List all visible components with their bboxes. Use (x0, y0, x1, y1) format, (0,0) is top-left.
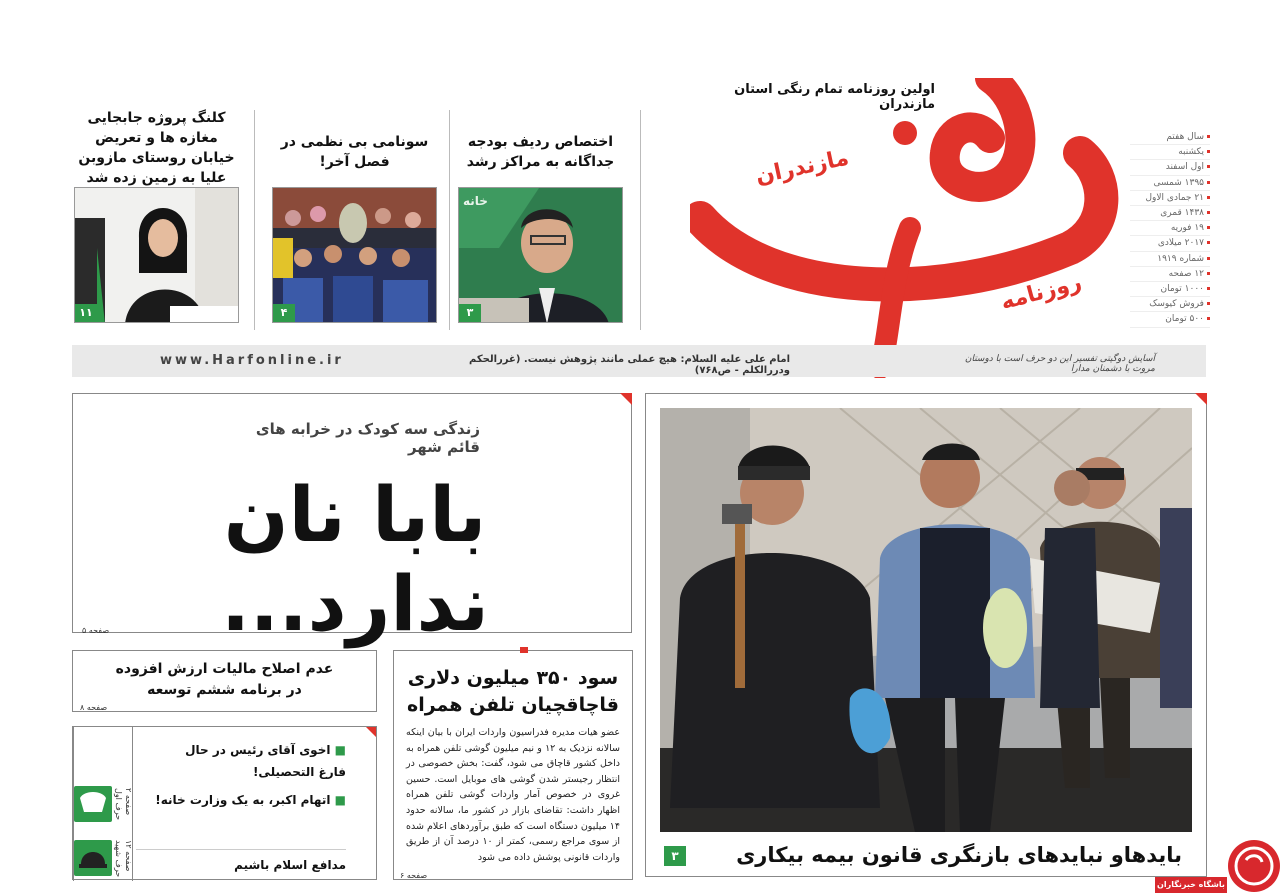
info-line: فروش کیوسک (1130, 297, 1210, 312)
info-line: ۱۹ فوریه (1130, 221, 1210, 236)
short-news-list (136, 739, 346, 811)
mask-icon (74, 786, 112, 822)
tax-story-line2: در برنامه ششم توسعه (147, 682, 302, 698)
info-line: ۱۴۳۸ قمری (1130, 206, 1210, 221)
tax-story-box[interactable] (72, 650, 377, 712)
page-badge: ۳ (664, 846, 686, 866)
info-line: ۱۰۰۰ تومان (1130, 282, 1210, 297)
workers-photo[interactable] (660, 408, 1192, 832)
teaser-title-road[interactable]: کلنگ پروژه جابجایی مغازه ها و تعریض خیابان روستای مازوبن علیا به زمین زده شد (78, 110, 235, 186)
column-title-line1: سود ۳۵۰ میلیون دلاری (407, 667, 619, 689)
list-item-bottom[interactable]: مدافع اسلام باشیم (136, 849, 346, 876)
info-line: یکشنبه (1130, 145, 1210, 160)
agency-label: باشگاه خبرنگاران (1155, 877, 1227, 893)
info-line: ۵۰۰ تومان (1130, 312, 1210, 327)
page-ref: صفحه ۵ (82, 626, 110, 635)
main-headline[interactable]: بابا نان ندارد... (221, 470, 489, 648)
side-page-first: صفحه ۲ (124, 788, 133, 816)
unemployed-workers-image (660, 408, 1192, 832)
divider (449, 110, 450, 330)
side-label-first: حرف اول (114, 788, 123, 821)
column-title-line2: قاچاقچیان تلفن همراه (407, 694, 619, 716)
image-sign-text: خانه (463, 194, 488, 208)
team-celebration-image (273, 188, 437, 323)
red-mark (520, 647, 528, 653)
page-ref: صفحه ۶ (400, 871, 428, 880)
info-line: ۲۱ جمادی الاول (1130, 191, 1210, 206)
website-url[interactable]: www.Harfonline.ir (160, 353, 344, 368)
red-corner-mark (620, 393, 632, 405)
side-page-martyr: صفحه ۱۲ (124, 840, 133, 872)
divider (254, 110, 255, 330)
logo-prefix: روزنامه (998, 269, 1085, 316)
teaser-image-road[interactable] (74, 187, 239, 323)
newspaper-motto: آسایش دوگیتی تفسیر این دو حرف است با دوستان مروت با دشمنان مدارا (964, 354, 1155, 374)
info-line: ۲۰۱۷ میلادی (1130, 236, 1210, 251)
list-item[interactable]: ■ اخوی آقای رئیس در حال (185, 743, 346, 757)
info-line: ۱۲ صفحه (1130, 267, 1210, 282)
teaser-title-sport[interactable]: سونامی بی نظمی در فصل آخر! (280, 134, 429, 170)
column-body: عضو هیات مدیره فدراسیون واردات ایران با بیان اینکه سالانه نزدیک به ۱۲ و نیم میلیون گوشی تلفن همراه به داخل کشور قاچاق می شود، گفت: بخش خصوصی در انتظار رجیستر شدن گوشی های موبایل است. حسین غروی در خصوص آمار واردات گوشی تلفن همراه اظهار داشت: تقاضای بازار در کشور ما، سالانه حدود ۱۴ میلیون دستگاه است که طبق برآوردهای اعلام شده از سوی مراجع رسمی، کمتر از ۱۰ درصد آن از طریق واردات قانونی پوشش داده می شود (406, 727, 620, 863)
column-story-box[interactable] (393, 650, 633, 880)
info-line: سال هفتم (1130, 130, 1210, 145)
issue-info (1130, 130, 1210, 328)
column-icon-first (74, 786, 112, 822)
page-badge: ۳ (459, 304, 481, 322)
page-badge: ۱۱ (75, 304, 97, 322)
daily-quote: امام علی علیه السلام: هیچ عملی مانند پژوهش نیست. (غررالحکم ودررالکلم - ص۷۶۸) (468, 354, 790, 376)
divider (640, 110, 641, 330)
logo-region: مازندران (753, 145, 852, 190)
page-ref: صفحه ۸ (80, 703, 108, 712)
side-label-martyr: حرف شهید (114, 840, 123, 878)
portrait-woman-image (75, 188, 239, 323)
red-corner-mark (1195, 393, 1207, 405)
photo-caption[interactable] (660, 836, 1192, 872)
tagline: اولین روزنامه تمام رنگی استان مازندران (734, 82, 935, 112)
list-item[interactable]: ■ اتهام اکبر، به یک وزارت خانه! (155, 793, 346, 807)
portrait-man-image (459, 188, 623, 323)
teaser-image-budget[interactable] (458, 187, 623, 323)
list-item[interactable]: فارغ التحصیلی! (252, 765, 346, 779)
teaser-image-sport[interactable] (272, 187, 437, 323)
teaser-title-budget[interactable]: اختصاص ردیف بودجه جداگانه به مراکز رشد (466, 134, 615, 170)
info-line: شماره ۱۹۱۹ (1130, 252, 1210, 267)
main-story-kicker: زندگی سه کودک در خرابه های قائم شهر (255, 420, 480, 456)
helmet-icon (74, 840, 112, 876)
caption-text: بایدهاو نبایدهای بازنگری قانون بیمه بیکاری (736, 843, 1182, 867)
column-icon-martyr (74, 840, 112, 876)
newspaper-logo (690, 78, 1120, 378)
info-line: ۱۳۹۵ شمسی (1130, 176, 1210, 191)
tax-story-line1: عدم اصلاح مالیات ارزش افزوده (115, 661, 334, 677)
page-badge: ۴ (273, 304, 295, 322)
info-line: اول اسفند (1130, 160, 1210, 175)
